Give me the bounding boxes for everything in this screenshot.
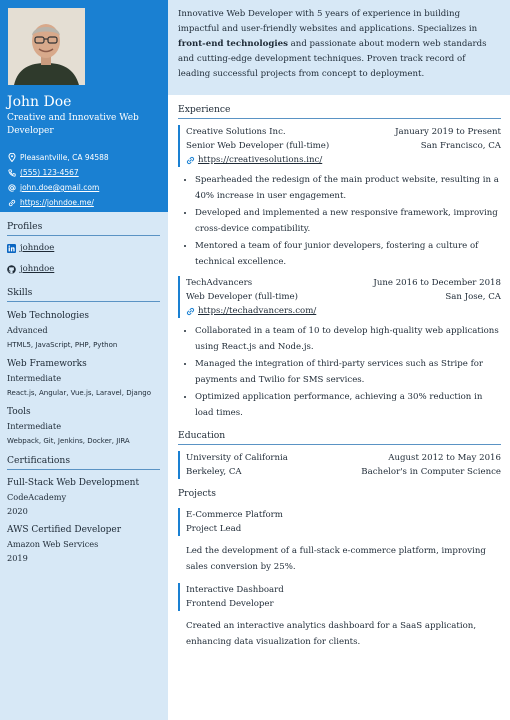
link-icon bbox=[7, 198, 17, 208]
skill-level: Intermediate bbox=[7, 421, 62, 431]
candidate-headline: Creative and Innovative Web Developer bbox=[7, 113, 139, 136]
project-header bbox=[186, 583, 501, 597]
skill-level: Intermediate bbox=[7, 373, 62, 383]
bullet-item: • Optimized application performance, achieving a 30% reduction in load times. bbox=[195, 390, 501, 421]
certifications-heading: Certifications bbox=[7, 455, 160, 470]
experience-entry bbox=[178, 125, 501, 167]
experience-header bbox=[186, 125, 501, 139]
contact-email-link[interactable]: john.doe@gmail.com bbox=[20, 183, 100, 192]
main-content bbox=[168, 0, 510, 720]
skill-keywords: HTML5, JavaScript, PHP, Python bbox=[7, 341, 118, 349]
skill-keywords: Webpack, Git, Jenkins, Docker, JIRA bbox=[7, 437, 130, 445]
education-heading: Education bbox=[178, 430, 501, 445]
github-icon bbox=[7, 265, 16, 274]
contact-location-text: Pleasantville, CA 94588 bbox=[20, 153, 109, 162]
certification-name: Full-Stack Web Development bbox=[7, 478, 140, 488]
skill-item bbox=[7, 310, 160, 350]
experience-website[interactable] bbox=[186, 304, 501, 318]
bullet-item: • Collaborated in a team of 10 to develop high-quality web applications using React.js and Node.js. bbox=[195, 324, 501, 355]
skill-name: Web Technologies bbox=[7, 311, 90, 321]
project-description: Led the development of a full-stack e-commerce platform, improving sales conversion by 25%. bbox=[186, 546, 486, 572]
education-degree: Bachelor's in Computer Science bbox=[361, 467, 501, 477]
summary bbox=[168, 0, 510, 95]
experience-company: Creative Solutions Inc. bbox=[186, 127, 286, 137]
profile-github-username[interactable]: johndoe bbox=[20, 264, 55, 274]
contact-phone[interactable] bbox=[7, 165, 160, 180]
skill-name: Tools bbox=[7, 407, 31, 417]
contact-phone-link[interactable]: (555) 123-4567 bbox=[20, 168, 79, 177]
sidebar bbox=[0, 0, 168, 720]
project-entry bbox=[178, 508, 501, 536]
linkedin-icon bbox=[7, 244, 16, 253]
experience-bullets bbox=[178, 324, 501, 421]
project-subheader bbox=[186, 597, 501, 611]
contact-website-link[interactable]: https://johndoe.me/ bbox=[20, 198, 94, 207]
education-subheader bbox=[186, 465, 501, 479]
project-role: Project Lead bbox=[186, 524, 242, 534]
education-entry bbox=[178, 451, 501, 479]
experience-position: Web Developer (full-time) bbox=[186, 292, 298, 302]
experience-location: San Francisco, CA bbox=[420, 141, 501, 151]
project-subheader bbox=[186, 522, 501, 536]
experience-location: San Jose, CA bbox=[445, 292, 501, 302]
experience-company: TechAdvancers bbox=[186, 278, 253, 288]
profile-linkedin[interactable] bbox=[7, 239, 160, 257]
skills-heading: Skills bbox=[7, 287, 160, 302]
bullet-item: • Mentored a team of four junior developers, fostering a culture of technical excellence. bbox=[195, 239, 501, 270]
bullet-item: • Managed the integration of third-party services such as Stripe for payments and Twilio for SMS services. bbox=[195, 357, 501, 388]
project-name: E-Commerce Platform bbox=[186, 510, 283, 520]
project-name: Interactive Dashboard bbox=[186, 585, 284, 595]
link-icon bbox=[186, 156, 195, 165]
bullet-item: • Spearheaded the redesign of the main product website, resulting in a 40% increase in user engagement. bbox=[195, 173, 501, 204]
contact-email[interactable] bbox=[7, 180, 160, 195]
contact-website[interactable] bbox=[7, 195, 160, 210]
contact-list bbox=[7, 150, 160, 210]
link-icon bbox=[186, 307, 195, 316]
projects-heading: Projects bbox=[178, 488, 216, 499]
phone-icon bbox=[7, 168, 17, 178]
candidate-name: John Doe bbox=[7, 94, 72, 110]
main-body bbox=[168, 104, 510, 650]
project-description: Created an interactive analytics dashboard for a SaaS application, enhancing data visualization for clients. bbox=[186, 621, 477, 647]
experience-position: Senior Web Developer (full-time) bbox=[186, 141, 330, 151]
at-sign-icon bbox=[7, 183, 17, 193]
skill-name: Web Frameworks bbox=[7, 359, 87, 369]
certification-date: 2020 bbox=[7, 506, 28, 516]
experience-dates: June 2016 to December 2018 bbox=[373, 278, 501, 288]
experience-url[interactable]: https://creativesolutions.inc/ bbox=[198, 155, 323, 165]
sidebar-header bbox=[0, 0, 168, 212]
certification-item bbox=[7, 477, 160, 517]
experience-dates: January 2019 to Present bbox=[395, 127, 501, 137]
summary-text-end: and passionate about modern web standards and cutting-edge development techniques. Proven track record of leading successful projects from concept to deployment. bbox=[178, 39, 487, 79]
certification-date: 2019 bbox=[7, 553, 28, 563]
profile-github[interactable] bbox=[7, 260, 160, 278]
contact-location bbox=[7, 150, 160, 165]
experience-website[interactable] bbox=[186, 153, 501, 167]
profile-linkedin-username[interactable]: johndoe bbox=[20, 243, 55, 253]
summary-highlight: front-end technologies bbox=[178, 39, 288, 49]
profile-photo bbox=[8, 8, 85, 85]
bullet-item: • Developed and implemented a new responsive framework, improving cross-device compatibility. bbox=[195, 206, 501, 237]
experience-entry bbox=[178, 276, 501, 318]
certification-issuer: CodeAcademy bbox=[7, 492, 67, 502]
project-header bbox=[186, 508, 501, 522]
project-entry bbox=[178, 583, 501, 611]
education-location: Berkeley, CA bbox=[186, 467, 242, 477]
skill-keywords: React.js, Angular, Vue.js, Laravel, Django bbox=[7, 389, 151, 397]
certification-name: AWS Certified Developer bbox=[7, 525, 122, 535]
experience-heading: Experience bbox=[178, 104, 501, 119]
experience-bullets bbox=[178, 173, 501, 270]
skill-level: Advanced bbox=[7, 325, 48, 335]
sidebar-body bbox=[0, 221, 168, 564]
certification-issuer: Amazon Web Services bbox=[7, 539, 99, 549]
location-pin-icon bbox=[7, 153, 17, 163]
certification-item bbox=[7, 524, 160, 564]
experience-subheader bbox=[186, 139, 501, 153]
skill-item bbox=[7, 358, 160, 398]
summary-text: Innovative Web Developer with 5 years of experience in building impactful and user-friendly websites and applications. Specializes in bbox=[178, 9, 478, 34]
experience-url[interactable]: https://techadvancers.com/ bbox=[198, 306, 317, 316]
experience-subheader bbox=[186, 290, 501, 304]
experience-header bbox=[186, 276, 501, 290]
project-role: Frontend Developer bbox=[186, 599, 274, 609]
education-institution: University of California bbox=[186, 453, 288, 463]
education-dates: August 2012 to May 2016 bbox=[388, 453, 501, 463]
skill-item bbox=[7, 406, 160, 446]
profiles-heading: Profiles bbox=[7, 221, 160, 236]
education-header bbox=[186, 451, 501, 465]
